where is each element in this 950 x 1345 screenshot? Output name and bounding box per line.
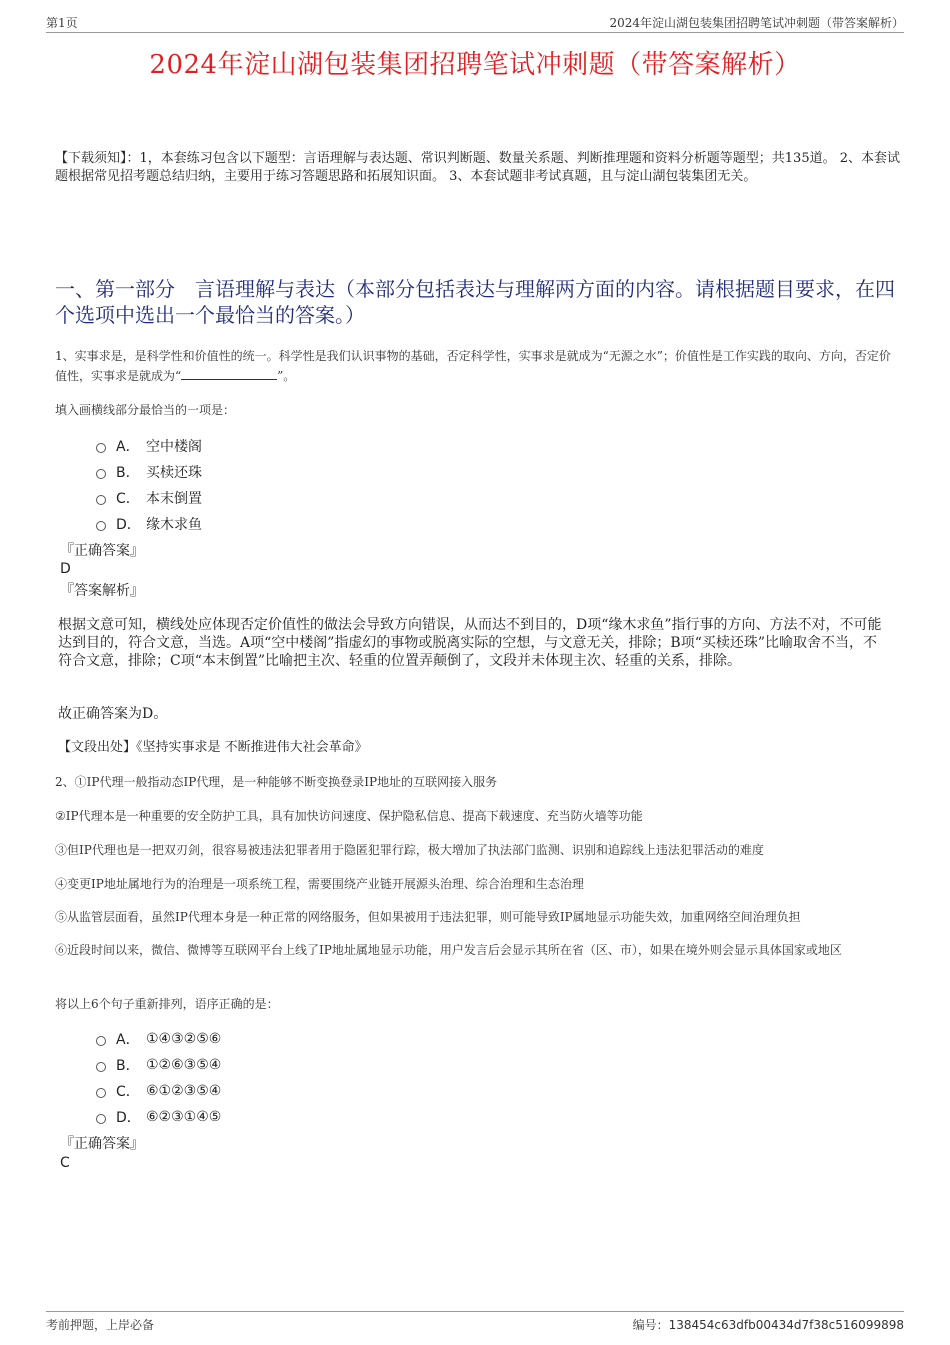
- radio-icon[interactable]: [96, 443, 106, 453]
- question-2-sentence: ②IP代理本是一种重要的安全防护工具，具有加快访问速度、保护隐私信息、提高下载速度、充当防火墙等功能: [55, 809, 643, 823]
- option-c[interactable]: C． ⑥①②③⑤④: [96, 1078, 221, 1104]
- page-header: [46, 14, 904, 33]
- download-notice: 【下载须知】：1，本套练习包含以下题型：言语理解与表达题、常识判断题、数量关系题、判断推理题和资料分析题等题型；共135道。 2、本套试题根据常见招考题总结归纳，主要用于练习答题思路和拓展知识面。 3、本套试题非考试真题，且与淀山湖包装集团无关。: [55, 151, 900, 184]
- option-b[interactable]: B． ①②⑥③⑤④: [96, 1052, 221, 1078]
- page-footer: [46, 1311, 904, 1332]
- radio-icon[interactable]: [96, 495, 106, 505]
- question-2-sentence: ④变更IP地址属地行为的治理是一项系统工程，需要围绕产业链开展源头治理、综合治理和生态治理: [55, 877, 584, 891]
- radio-icon[interactable]: [96, 1062, 106, 1072]
- analysis-label: 『答案解析』: [60, 583, 144, 599]
- question-2-sentence: ⑤从监管层面看，虽然IP代理本身是一种正常的网络服务，但如果被用于违法犯罪，则可能导致IP属地显示功能失效，加重网络空间治理负担: [55, 910, 801, 924]
- radio-icon[interactable]: [96, 1088, 106, 1098]
- question-1-options: [96, 433, 202, 537]
- question-2-sentence: 2、①IP代理一般指动态IP代理，是一种能够不断变换登录IP地址的互联网接入服务: [55, 775, 498, 789]
- radio-icon[interactable]: [96, 521, 106, 531]
- radio-icon[interactable]: [96, 469, 106, 479]
- section-heading: 一、第一部分 言语理解与表达（本部分包括表达与理解两方面的内容。请根据题目要求，在四个选项中选出一个最恰当的答案。）: [55, 277, 895, 327]
- answer-label: 『正确答案』: [60, 1136, 144, 1152]
- radio-icon[interactable]: [96, 1036, 106, 1046]
- question-2-prompt: 将以上6个句子重新排列，语序正确的是：: [55, 997, 279, 1011]
- option-a[interactable]: A． ①④③②⑤⑥: [96, 1026, 221, 1052]
- option-c[interactable]: C． 本末倒置: [96, 485, 202, 511]
- option-a[interactable]: A． 空中楼阁: [96, 433, 202, 459]
- answer-value: C: [60, 1155, 70, 1171]
- answer-conclusion: 故正确答案为D。: [58, 706, 168, 722]
- option-d[interactable]: D． ⑥②③①④⑤: [96, 1104, 221, 1130]
- answer-blank: [181, 367, 277, 380]
- question-2-sentence: ③但IP代理也是一把双刃剑，很容易被违法犯罪者用于隐匿犯罪行踪，极大增加了执法部门监测、识别和追踪线上违法犯罪活动的难度: [55, 843, 764, 857]
- question-1-prompt: 填入画横线部分最恰当的一项是：: [55, 403, 236, 417]
- question-2-sentence: ⑥近段时间以来，微信、微博等互联网平台上线了IP地址属地显示功能，用户发言后会显示其所在省（区、市），如果在境外则会显示具体国家或地区: [55, 943, 842, 957]
- question-2-options: [96, 1026, 221, 1130]
- footer-doc-id: 编号：138454c63dfb00434d7f38c516099898: [632, 1318, 904, 1332]
- radio-icon[interactable]: [96, 1114, 106, 1124]
- answer-label: 『正确答案』: [60, 543, 144, 559]
- option-d[interactable]: D． 缘木求鱼: [96, 511, 202, 537]
- header-doc-title: 2024年淀山湖包装集团招聘笔试冲刺题（带答案解析）: [609, 16, 904, 30]
- page-number: 第1页: [46, 16, 78, 30]
- answer-value: D: [60, 561, 71, 577]
- question-1-stem-end: ”。: [277, 369, 296, 383]
- question-1-stem: [55, 346, 895, 386]
- footer-slogan: 考前押题，上岸必备: [46, 1318, 155, 1332]
- text-source: 【文段出处】《坚持实事求是 不断推进伟大社会革命》: [58, 740, 368, 755]
- answer-analysis: 根据文意可知，横线处应体现否定价值性的做法会导致方向错误，从而达不到目的，D项“缘木求鱼”指行事的方向、方法不对，不可能达到目的，符合文意，当选。A项“空中楼阁”指虚幻的事物或脱离实际的空想，与文意无关，排除；B项“买椟还珠”比喻取舍不当，不符合文意，排除；C项“本末倒置”比喻把主次、轻重的位置弄颠倒了，文段并未体现主次、轻重的关系，排除。: [58, 617, 882, 669]
- question-1-stem-text: 1、实事求是，是科学性和价值性的统一。科学性是我们认识事物的基础，否定科学性，实事求是就成为“无源之水”；价值性是工作实践的取向、方向，否定价值性，实事求是就成为“: [55, 349, 891, 383]
- document-title: 2024年淀山湖包装集团招聘笔试冲刺题（带答案解析）: [149, 50, 801, 80]
- option-b[interactable]: B． 买椟还珠: [96, 459, 202, 485]
